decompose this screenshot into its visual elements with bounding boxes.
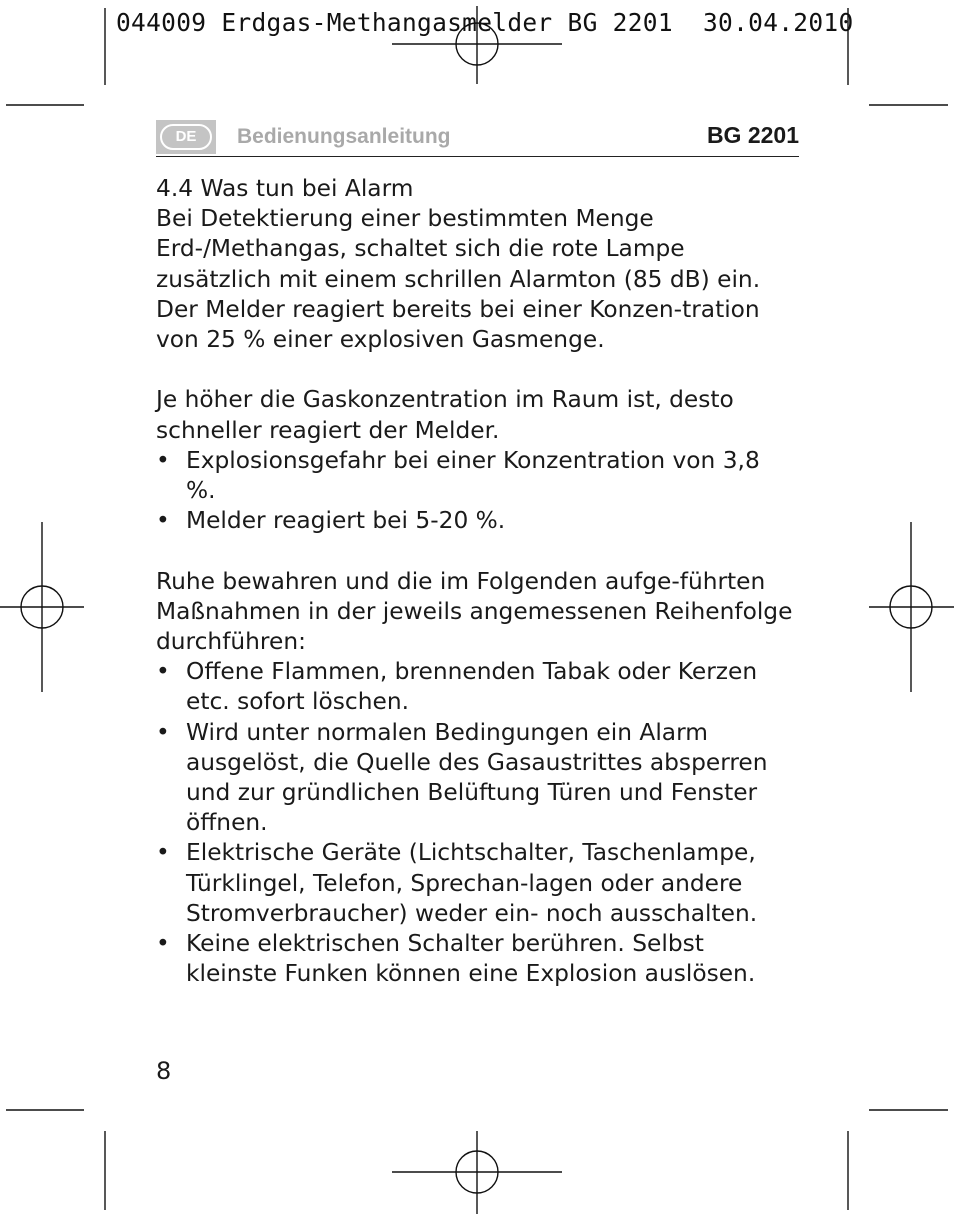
- list-item-text: Offene Flammen, brennenden Tabak oder Kerzen etc. sofort löschen.: [186, 658, 758, 716]
- page-header: [156, 118, 799, 157]
- list-item: [156, 929, 796, 989]
- intro-paragraph: Bei Detektierung einer bestimmten Menge Erd-/Methangas, schaltet sich die rote Lampe zusätzlich mit einem schrillen Alarmton (85 dB) ein. Der Melder reagiert bereits bei einer Konzen-tration von 25 % einer explosiven Gasmenge.: [156, 205, 761, 354]
- registration-mark-bottom: [392, 1131, 562, 1214]
- measures-intro-paragraph: Ruhe bewahren und die im Folgenden aufge-führten Maßnahmen in der jeweils angemessenen Reihenfolge durchführen:: [156, 567, 793, 656]
- list-item: [156, 718, 796, 839]
- language-badge: [156, 120, 216, 154]
- registration-mark-top: [392, 6, 562, 84]
- bullet-icon: •: [156, 507, 170, 535]
- list-item-text: Wird unter normalen Bedingungen ein Alarm ausgelöst, die Quelle des Gasaustrittes absperren und zur gründlichen Belüftung Türen und Fenster öffnen.: [186, 718, 768, 837]
- registration-mark-left: [0, 522, 84, 692]
- section-heading: 4.4 Was tun bei Alarm: [156, 175, 414, 202]
- bullet-icon: •: [156, 658, 170, 686]
- concentration-list: [156, 446, 796, 537]
- list-item: [156, 657, 796, 717]
- print-date: 30.04.2010: [703, 8, 854, 37]
- measures-list: [156, 657, 796, 989]
- bullet-icon: •: [156, 930, 170, 958]
- bullet-icon: •: [156, 446, 170, 474]
- list-item: [156, 506, 796, 536]
- model-label: BG 2201: [706, 122, 799, 148]
- list-item-text: Elektrische Geräte (Lichtschalter, Taschenlampe, Türklingel, Telefon, Sprechan-lagen oder andere Stromverbraucher) weder ein- noch ausschalten.: [186, 839, 758, 927]
- registration-mark-right: [869, 522, 954, 692]
- print-job-number: 044009: [116, 8, 207, 37]
- list-item-text: Keine elektrischen Schalter berühren. Selbst kleinste Funken können eine Explosion auslösen.: [186, 930, 756, 988]
- concentration-paragraph: Je höher die Gaskonzentration im Raum ist, desto schneller reagiert der Melder.: [156, 386, 734, 444]
- list-item: [156, 838, 796, 929]
- page-number: 8: [156, 1057, 172, 1085]
- bullet-icon: •: [156, 718, 170, 746]
- document-type-label: Bedienungsanleitung: [237, 125, 451, 148]
- language-code: DE: [160, 124, 212, 150]
- list-item-text: Melder reagiert bei 5-20 %.: [186, 507, 506, 535]
- bullet-icon: •: [156, 839, 170, 867]
- print-product-name: Erdgas-Methangasmelder BG 2201: [221, 8, 673, 37]
- list-item: [156, 446, 796, 506]
- alarm-section: [156, 174, 796, 989]
- list-item-text: Explosionsgefahr bei einer Konzentration von 3,8 %.: [186, 446, 760, 505]
